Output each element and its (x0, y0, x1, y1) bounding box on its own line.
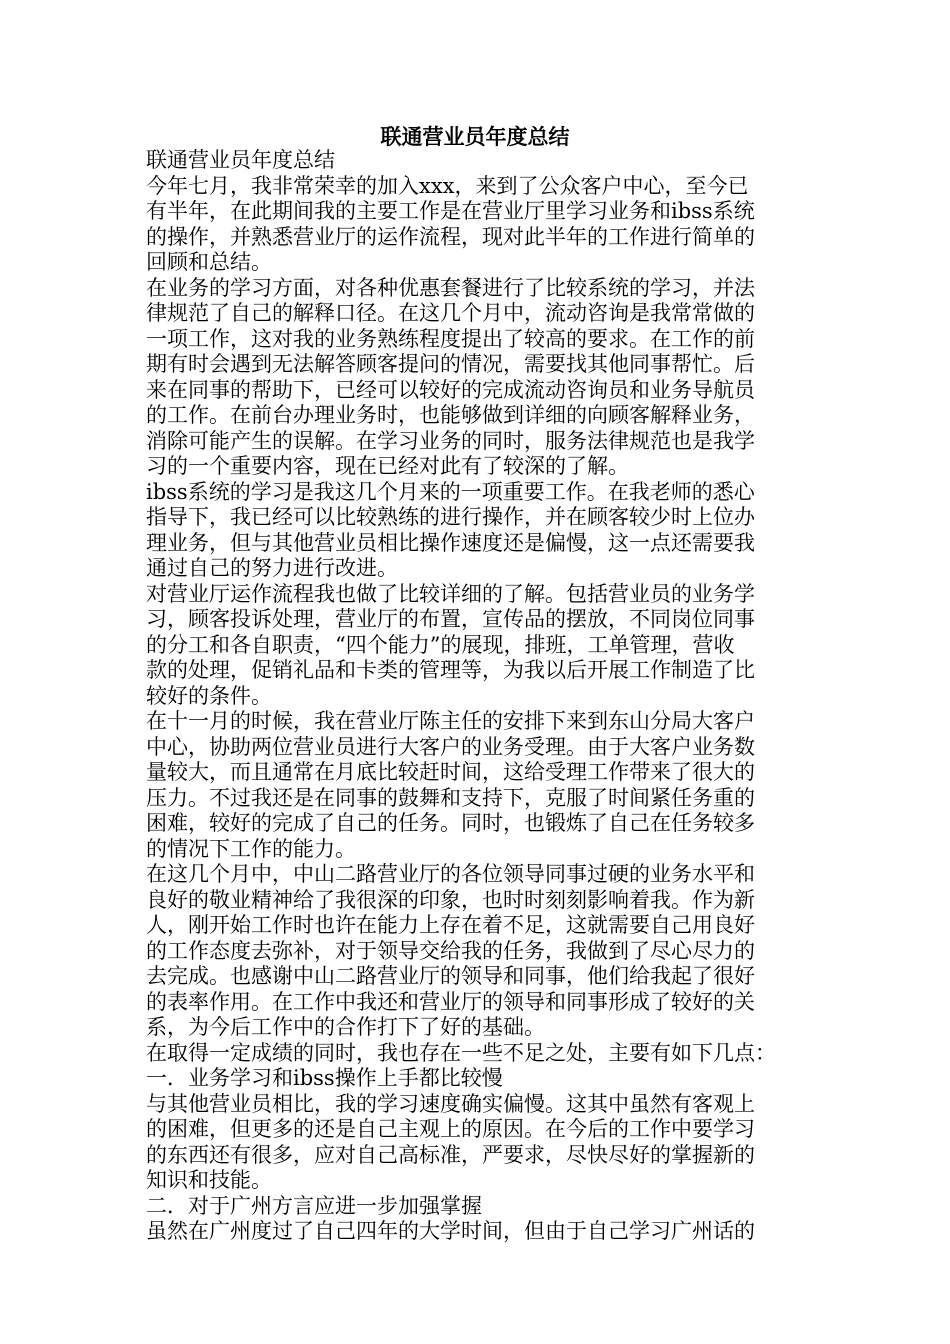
body-line: 人，刚开始工作时也许在能力上存在着不足，这就需要自己用良好 (146, 913, 755, 937)
body-line: 知识和技能。 (146, 1168, 272, 1192)
body-line: 在十一月的时候，我在营业厅陈主任的安排下来到东山分局大客户 (146, 709, 755, 733)
body-line: 与其他营业员相比，我的学习速度确实偏慢。这其中虽然有客观上 (146, 1091, 755, 1116)
body-line: 理业务，但与其他营业员相比操作速度还是偏慢，这一点还需要我 (146, 530, 755, 555)
body-line: 二．对于广州方言应进一步加强掌握 (146, 1193, 482, 1218)
body-line: 压力。不过我还是在同事的鼓舞和支持下，克服了时间紧任务重的 (146, 785, 755, 810)
body-line: 量较大，而且通常在月底比较赶时间，这给受理工作带来了很大的 (146, 760, 755, 784)
body-line: 的工作。在前台办理业务时，也能够做到详细的向顾客解释业务， (146, 403, 755, 427)
body-line: 习的一个重要内容，现在已经对此有了较深的了解。 (146, 454, 629, 478)
document-title: 联通营业员年度总结 (380, 125, 570, 149)
body-line: 回顾和总结。 (146, 250, 272, 274)
body-line: 期有时会遇到无法解答顾客提问的情况，需要找其他同事帮忙。后 (146, 352, 755, 376)
body-line: 在这几个月中，中山二路营业厅的各位领导同事过硬的业务水平和 (146, 862, 755, 886)
body-line: 中心，协助两位营业员进行大客户的业务受理。由于大客户业务数 (146, 734, 755, 759)
body-line: 来在同事的帮助下，已经可以较好的完成流动咨询员和业务导航员 (146, 377, 755, 402)
body-line: 有半年，在此期间我的主要工作是在营业厅里学习业务和ibss系统 (146, 199, 755, 223)
body-line: 在业务的学习方面，对各种优惠套餐进行了比较系统的学习，并法 (146, 275, 755, 300)
body-line: ibss系统的学习是我这几个月来的一项重要工作。在我老师的悉心 (146, 479, 755, 504)
document-body (146, 148, 804, 1245)
body-line: 的东西还有很多，应对自己高标准，严要求，尽快尽好的掌握新的 (146, 1142, 755, 1167)
body-line: 在取得一定成绩的同时，我也存在一些不足之处，主要有如下几点： (146, 1040, 776, 1065)
body-line: 消除可能产生的误解。在学习业务的同时，服务法律规范也是我学 (146, 428, 755, 453)
body-line: 的困难，但更多的还是自己主观上的原因。在今后的工作中要学习 (146, 1117, 755, 1141)
body-line: 指导下，我已经可以比较熟练的进行操作，并在顾客较少时上位办 (146, 505, 755, 529)
body-line: 的工作态度去弥补，对于领导交给我的任务，我做到了尽心尽力的 (146, 938, 755, 963)
body-line: 款的处理，促销礼品和卡类的管理等，为我以后开展工作制造了比 (146, 658, 755, 682)
body-line: 的情况下工作的能力。 (146, 836, 356, 861)
body-line: 良好的敬业精神给了我很深的印象，也时时刻刻影响着我。作为新 (146, 887, 755, 912)
body-line: 的分工和各自职责，“四个能力”的展现，排班，工单管理，营收 (146, 632, 735, 657)
body-line: 对营业厅运作流程我也做了比较详细的了解。包括营业员的业务学 (146, 581, 755, 606)
body-line: 一．业务学习和ibss操作上手都比较慢 (146, 1066, 503, 1090)
body-line: 较好的条件。 (146, 683, 272, 708)
body-line: 律规范了自己的解释口径。在这几个月中，流动咨询是我常常做的 (146, 301, 755, 325)
body-line: 去完成。也感谢中山二路营业厅的领导和同事，他们给我起了很好 (146, 964, 755, 988)
body-line: 习，顾客投诉处理，营业厅的布置，宣传品的摆放，不同岗位同事 (146, 607, 755, 631)
body-line: 一项工作，这对我的业务熟练程度提出了较高的要求。在工作的前 (146, 326, 755, 351)
body-line: 通过自己的努力进行改进。 (146, 556, 398, 580)
body-line: 虽然在广州度过了自己四年的大学时间，但由于自己学习广州话的 (146, 1219, 755, 1243)
body-line: 今年七月，我非常荣幸的加入xxx，来到了公众客户中心，至今已 (146, 173, 749, 198)
body-line: 的操作，并熟悉营业厅的运作流程，现对此半年的工作进行简单的 (146, 224, 755, 249)
body-line: 的表率作用。在工作中我还和营业厅的领导和同事形成了较好的关 (146, 989, 755, 1014)
body-line: 困难，较好的完成了自己的任务。同时，也锻炼了自己在任务较多 (146, 811, 755, 835)
body-line: 系，为今后工作中的合作打下了好的基础。 (146, 1015, 545, 1039)
body-line: 联通营业员年度总结 (146, 148, 335, 172)
